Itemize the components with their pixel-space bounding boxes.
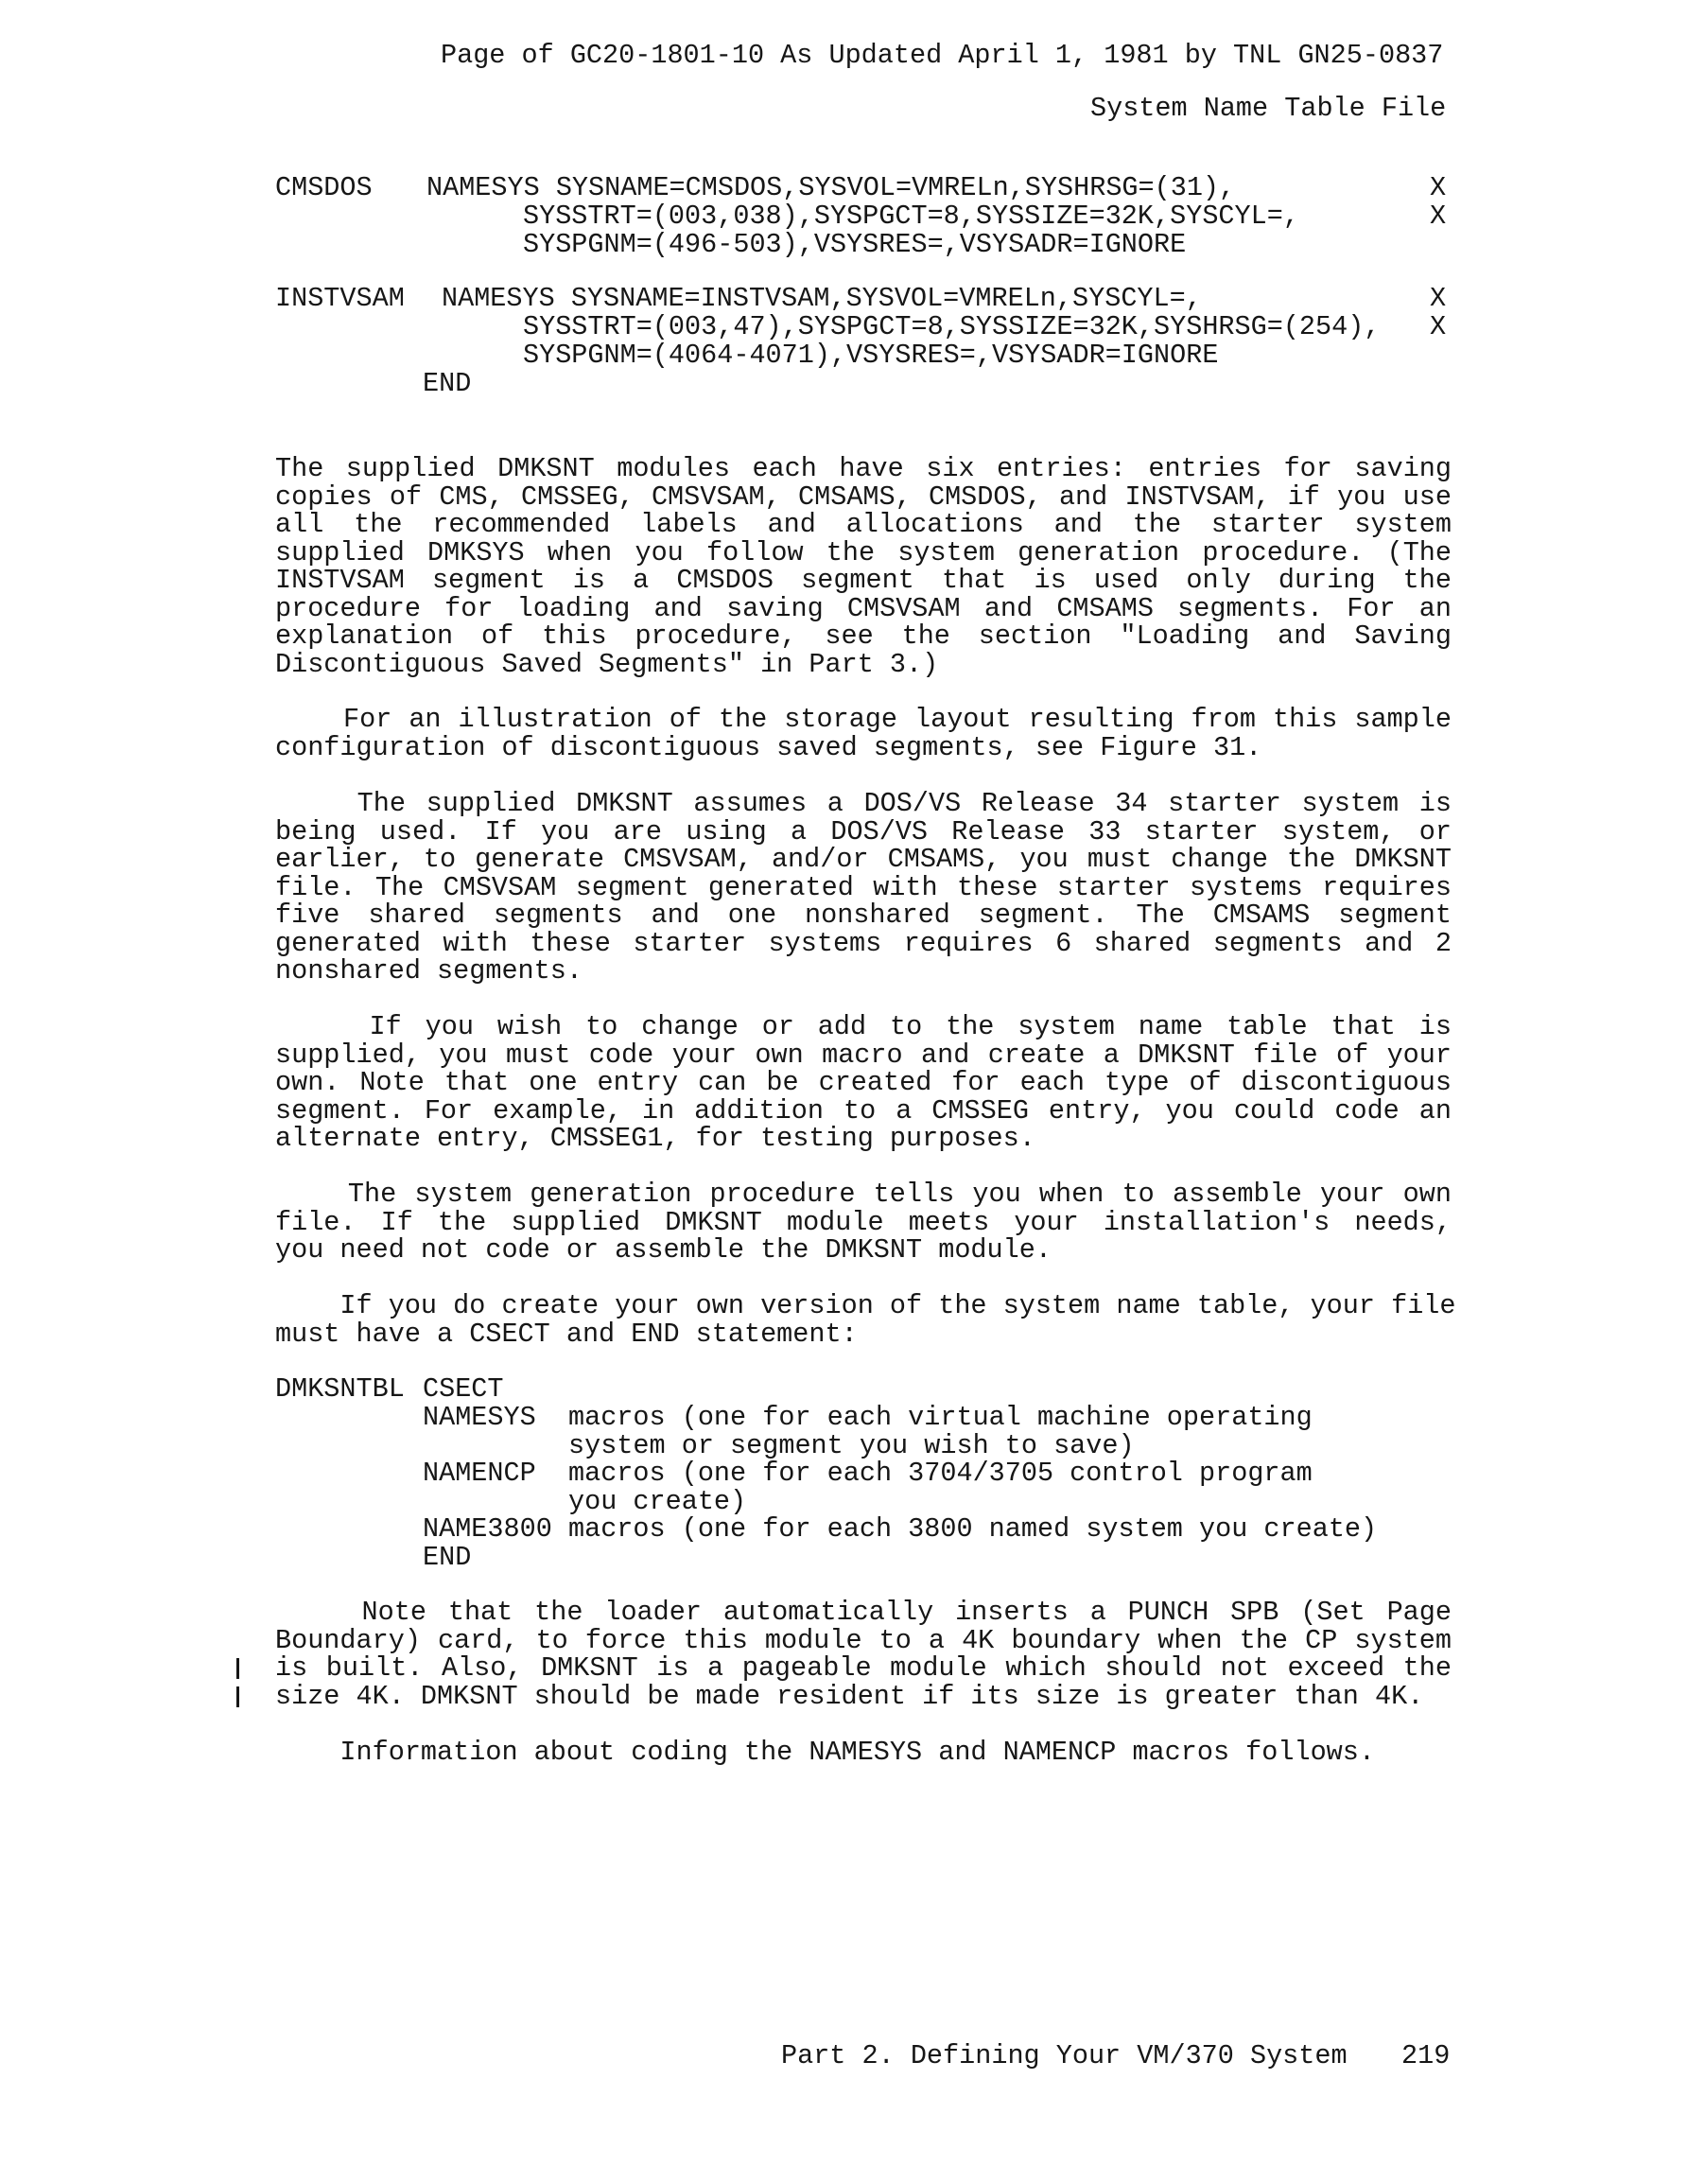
code-end: END <box>423 368 472 399</box>
macro-name: NAMENCP <box>423 1458 536 1489</box>
page-footer: Part 2. Defining Your VM/370 System <box>781 2040 1348 2071</box>
page-header: Page of GC20-1801-10 As Updated April 1, 1981 by TNL GN25-0837 <box>441 40 1444 71</box>
continuation-mark: X <box>1430 201 1447 232</box>
code-line: NAMESYS SYSNAME=INSTVSAM,SYSVOL=VMRELn,SYSCYL=, <box>442 283 1202 314</box>
paragraph: The supplied DMKSNT modules each have six entries: entries for saving copies of CMS, CMSSEG, CMSVSAM, CMSAMS, CMSDOS, and INSTVSAM, if you use all the recommended labels and allocations and the starter system supplied DMKSYS when you follow the system generation procedure. (The INSTVSAM segment is a CMSDOS segment that is used only during the procedure for loading and saving CMSVSAM and CMSAMS segments. For an explanation of this procedure, see the section "Loading and Saving Discontiguous Saved Segments" in Part 3.) <box>275 453 1452 680</box>
code-line: NAMESYS SYSNAME=CMSDOS,SYSVOL=VMRELn,SYSHRSG=(31), <box>426 172 1236 203</box>
code-label-cmsdos: CMSDOS <box>275 172 373 203</box>
page-number: 219 <box>1401 2040 1451 2071</box>
macro-desc: macros (one for each 3800 named system you create) <box>568 1513 1378 1545</box>
continuation-mark: X <box>1430 283 1447 314</box>
paragraph: If you do create your own version of the system name table, your file must have a CSECT and END statement: <box>275 1290 1456 1350</box>
macro-name: NAMESYS <box>423 1402 536 1433</box>
paragraph: For an illustration of the storage layout resulting from this sample configuration of discontiguous saved segments, see Figure 31. <box>275 704 1452 763</box>
code-line: SYSPGNM=(496-503),VSYSRES=,VSYSADR=IGNORE <box>523 229 1187 260</box>
revision-bar <box>236 1686 239 1707</box>
section-title: System Name Table File <box>1090 93 1447 124</box>
code-csect: CSECT <box>423 1373 504 1405</box>
macro-desc: system or segment you wish to save) <box>568 1430 1135 1461</box>
note-paragraph: Note that the loader automatically inserts a PUNCH SPB (Set Page Boundary) card, to force this module to a 4K boundary when the CP system is built. Also, DMKSNT is a pageable module which should not exceed the size 4K. DMKSNT should be made resident if its size is greater than 4K. <box>275 1597 1452 1712</box>
code-line: SYSSTRT=(003,47),SYSPGCT=8,SYSSIZE=32K,SYSHRSG=(254), <box>523 311 1381 342</box>
paragraph: If you wish to change or add to the system name table that is supplied, you must code your own macro and create a DMKSNT file of your own. Note that one entry can be created for each type of discontiguous segment. For example, in addition to a CMSSEG entry, you could code an alternate entry, CMSSEG1, for testing purposes. <box>275 1011 1452 1154</box>
namesys-code-block <box>275 174 1467 401</box>
code-line: SYSSTRT=(003,038),SYSPGCT=8,SYSSIZE=32K,SYSCYL=, <box>523 201 1299 232</box>
paragraph: Information about coding the NAMESYS and NAMENCP macros follows. <box>275 1737 1375 1768</box>
paragraph: The supplied DMKSNT assumes a DOS/VS Release 34 starter system is being used. If you are using a DOS/VS Release 33 starter system, or earlier, to generate CMSVSAM, and/or CMSAMS, you must change the DMKSNT file. The CMSVSAM segment generated with these starter systems requires five shared segments and one nonshared segment. The CMSAMS segment generated with these starter systems requires 6 shared segments and 2 nonshared segments. <box>275 788 1452 987</box>
code-end: END <box>423 1542 472 1573</box>
macro-desc: macros (one for each virtual machine operating <box>568 1402 1313 1433</box>
continuation-mark: X <box>1430 311 1447 342</box>
code-line: SYSPGNM=(4064-4071),VSYSRES=,VSYSADR=IGNORE <box>523 340 1219 371</box>
csect-code-block <box>275 1375 1410 1574</box>
macro-name: NAME3800 <box>423 1513 552 1545</box>
paragraph: The system generation procedure tells you when to assemble your own file. If the supplied DMKSNT module meets your installation's needs, you need not code or assemble the DMKSNT module. <box>275 1179 1452 1266</box>
macro-desc: macros (one for each 3704/3705 control program <box>568 1458 1313 1489</box>
continuation-mark: X <box>1430 172 1447 203</box>
code-label-dmksntbl: DMKSNTBL <box>275 1373 405 1405</box>
code-label-instvsam: INSTVSAM <box>275 283 405 314</box>
macro-desc: you create) <box>568 1486 747 1517</box>
revision-bar <box>236 1658 239 1679</box>
